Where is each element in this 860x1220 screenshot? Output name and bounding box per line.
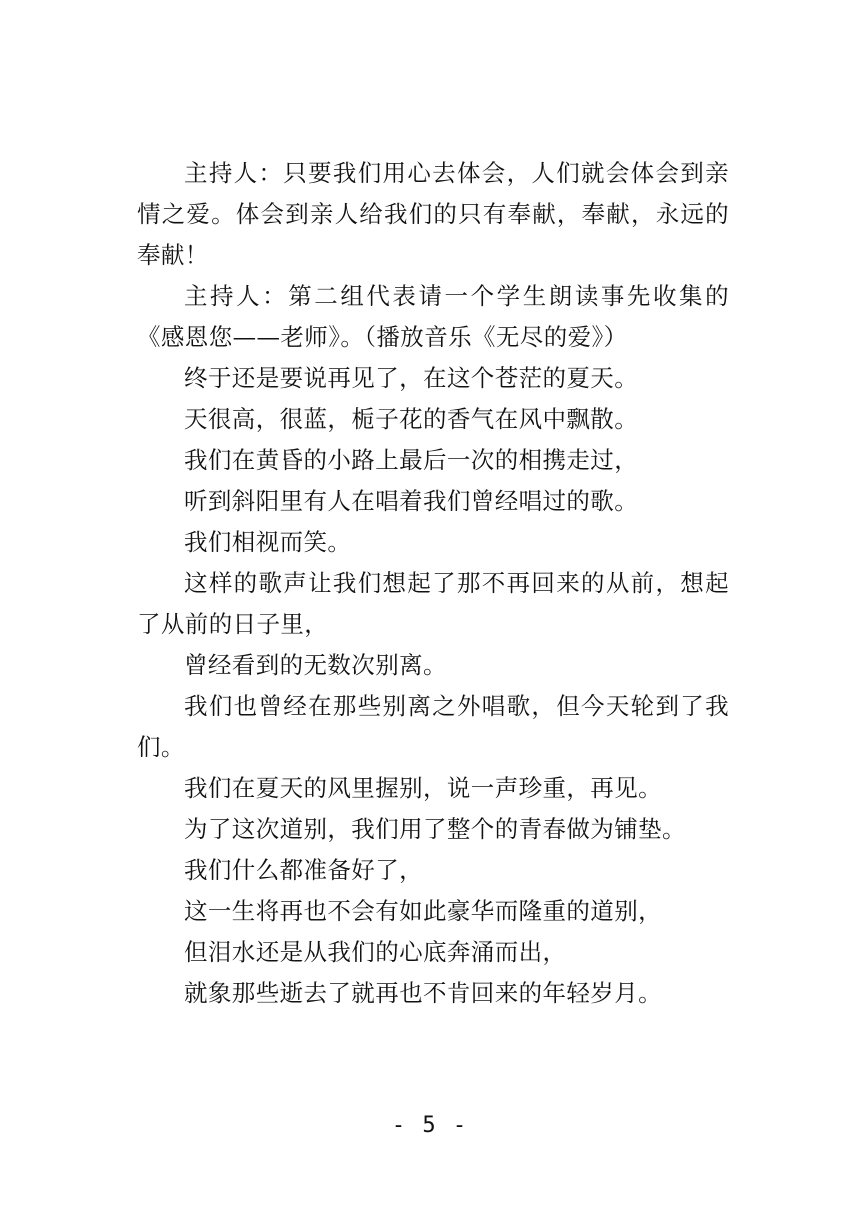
paragraph: 主持人：只要我们用心去体会，人们就会体会到亲情之爱。体会到亲人给我们的只有奉献，奉献，永远的奉献！: [137, 159, 729, 269]
paragraph: 但泪水还是从我们的心底奔涌而出，: [184, 938, 567, 966]
paragraph: 天很高，很蓝，栀子花的香气在风中飘散。: [184, 405, 639, 433]
paragraph: 听到斜阳里有人在唱着我们曾经唱过的歌。: [184, 487, 639, 515]
page-number: - 5 -: [391, 1113, 469, 1138]
paragraph: 这一生将再也不会有如此豪华而隆重的道别，: [184, 897, 662, 925]
paragraph: 我们什么都准备好了，: [184, 856, 423, 884]
paragraph: 我们在夏天的风里握别，说一声珍重，再见。: [184, 774, 662, 802]
paragraph: 终于还是要说再见了，在这个苍茫的夏天。: [184, 364, 639, 392]
document-body: [137, 153, 729, 1014]
paragraph: 我们在黄昏的小路上最后一次的相携走过，: [184, 446, 639, 474]
paragraph: 为了这次道别，我们用了整个的青春做为铺垫。: [184, 815, 686, 843]
paragraph: 这样的歌声让我们想起了那不再回来的从前，想起了从前的日子里，: [137, 569, 729, 638]
paragraph: 就象那些逝去了就再也不肯回来的年轻岁月。: [184, 979, 662, 1007]
paragraph: 我们也曾经在那些别离之外唱歌，但今天轮到了我们。: [137, 692, 729, 761]
paragraph: 我们相视而笑。: [184, 528, 352, 556]
paragraph: 曾经看到的无数次别离。: [184, 651, 447, 679]
paragraph: 主持人：第二组代表请一个学生朗读事先收集的《感恩您——老师》。（播放音乐《无尽的爱》）: [137, 282, 729, 351]
